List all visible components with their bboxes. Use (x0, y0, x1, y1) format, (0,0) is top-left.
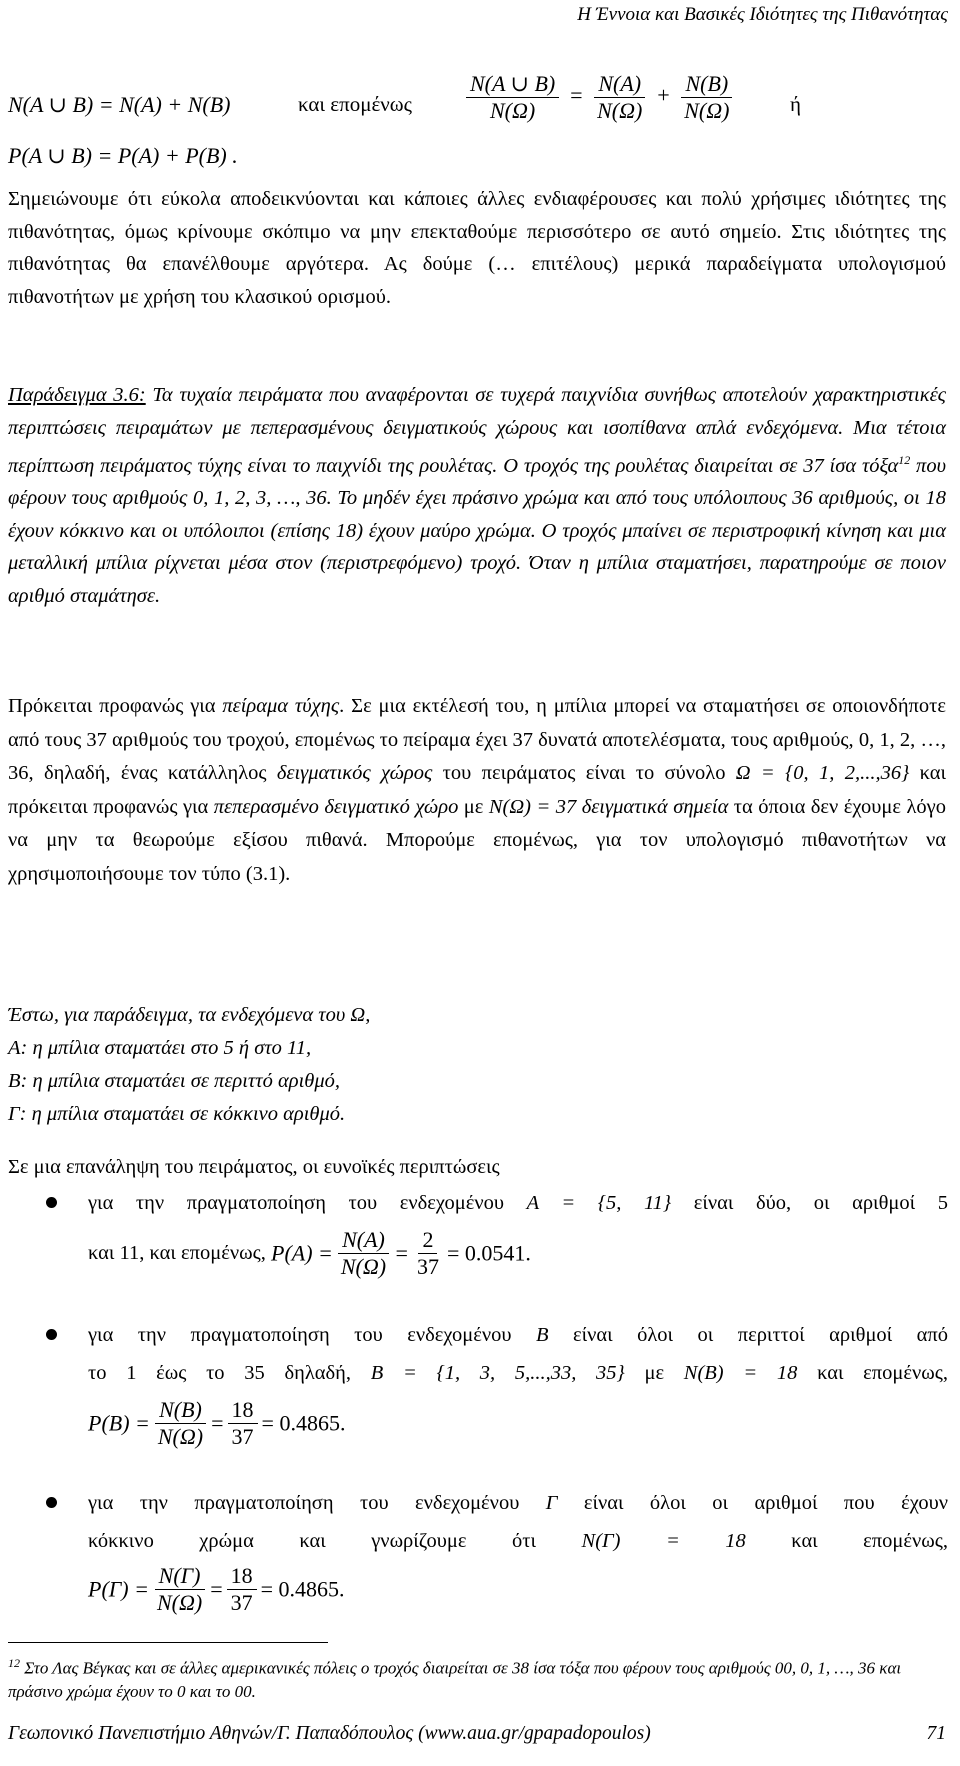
p3-f: τα όποια δεν έχουμε λόγο να μην τα θεωρούμε εξίσου πιθανά. Μπορούμε επομένως, για τον υπολογισμό πιθανοτήτων να χρησιμοποιήσουμε τον τύπο (3.1). (8, 795, 946, 885)
paragraph-properties: Σημειώνουμε ότι εύκολα αποδεικνύονται και κάποιες άλλες ενδιαφέρουσες και πολύ χρήσιμες ιδιότητες της πιθανότητας, όμως κρίνουμε σκόπιμο να μην επεκταθούμε περισσότερο σε αυτό σημείο. Στις ιδιότητες της πιθανότητας θα επανέλθουμε αργότερα. Ας δούμε (… επιτέλους) μερικά παραδείγματα υπολογισμού πιθανοτήτων με χρήση του κλασικού ορισμού. (8, 188, 946, 308)
p3-e: με (458, 795, 489, 818)
p-a-lhs: P(A) = (271, 1240, 333, 1266)
favourable-intro: Σε μια επανάληψη του πειράματος, οι ευνοϊκές περιπτώσεις (8, 1156, 500, 1178)
fraction-p-b: $\frac{N(B)}{N(\Omega)}$ (154, 1398, 207, 1449)
eq-fraction-block: $\frac{N(A \cup B)}{N(\Omega)}$ = $\frac{N(A)}{N(\Omega)}$ + $\frac{N(B)}{N(\Omega)}$ (462, 72, 737, 123)
p-b-lhs: P(B) = (88, 1410, 150, 1436)
bullet-1-line1 (88, 1186, 948, 1220)
event-b: Β: η μπίλια σταματάει σε περιττό αριθμό, (8, 1070, 341, 1092)
fraction-a: $\frac{N(A)}{N(\Omega)}$ (593, 72, 646, 123)
p-g-lhs: P(Γ) = (88, 1576, 149, 1602)
footnote-ref: 12 (898, 453, 911, 467)
term-sample-space: δειγματικός χώρος (276, 762, 433, 784)
fraction-p-a-value: $\frac{2}{37}$ (416, 1227, 439, 1280)
eq-connector: και επομένως (298, 92, 412, 116)
footnote-rule (8, 1642, 328, 1643)
paragraph-roulette (8, 690, 946, 891)
omega-set: Ω = {0, 1, 2,...,36} (735, 762, 910, 784)
bullet-3-line1 (88, 1486, 948, 1520)
set-b: B = {1, 3, 5,...,33, 35} (370, 1362, 625, 1384)
example-3-6 (8, 379, 946, 612)
eq-prob-union: P(A ∪ B) = P(A) + P(B) . (8, 143, 238, 168)
fraction-union: $\frac{N(A \cup B)}{N(\Omega)}$ (466, 72, 559, 123)
bullet-2-line1 (88, 1318, 948, 1352)
term-sample-points: δειγματικά σημεία (576, 795, 729, 818)
p-g-result: = 0.4865. (260, 1576, 345, 1602)
bullet-2-formula: P(B) = $\frac{N(B)}{N(\Omega)}$ = $\frac{18}{37}$ = 0.4865. (88, 1397, 346, 1450)
omega-count: N(Ω) = 37 (488, 795, 577, 818)
p3-a: Πρόκειται προφανώς για (8, 695, 223, 717)
footnote-number: 12 (8, 1656, 20, 1670)
fraction-p-b-value: $\frac{18}{37}$ (228, 1398, 258, 1449)
b3-d: και επομένως, (745, 1530, 948, 1552)
eq-count-union: N(A ∪ B) = N(A) + N(B) (8, 92, 231, 117)
fraction-p-g: $\frac{N(\Gamma)}{N(\Omega)}$ (153, 1564, 206, 1615)
page-footer (8, 1723, 946, 1745)
footnote-text: Στο Λας Βέγκας και σε άλλες αμερικανικές πόλεις ο τροχός διαιρείται σε 38 ίσα τόξα που φέρουν τους αριθμούς 00, 0, 1, …, 36 και πράσινο χρώμα έχουν το 0 και το 00. (8, 1658, 902, 1701)
p-a-result: = 0.0541. (446, 1240, 531, 1266)
bullet-dot (46, 1497, 57, 1508)
b2-d: με (624, 1362, 684, 1384)
footer-text: Γεωπονικό Πανεπιστήμιο Αθηνών/Γ. Παπαδόπουλος (www.aua.gr/gpapadopoulos) (8, 1723, 651, 1744)
page-number: 71 (926, 1723, 946, 1744)
b2-b: είναι όλοι οι περιττοί αριθμοί από (548, 1324, 949, 1346)
b1-b: είναι δύο, οι αριθμοί 5 (671, 1192, 948, 1214)
bullet-dot (46, 1197, 57, 1208)
count-g: N(Γ) = 18 (581, 1530, 746, 1552)
bullet-1-line2: και 11, και επομένως, P(A) = $\frac{N(A)}{N(\Omega)}$ = $\frac{2}{37}$ = 0.0541. (88, 1227, 531, 1280)
footnote (8, 1652, 948, 1703)
set-a: A = {5, 11} (526, 1192, 672, 1214)
fraction-b: $\frac{N(B)}{N(\Omega)}$ (680, 72, 733, 123)
bullet-2-line2 (88, 1356, 948, 1390)
b3-b: είναι όλοι οι αριθμοί που έχουν (557, 1492, 949, 1514)
fraction-p-a: $\frac{N(A)}{N(\Omega)}$ (337, 1228, 390, 1279)
bullet-dot (46, 1329, 57, 1340)
b2-e: και επομένως, (797, 1362, 948, 1384)
example-text-b: που φέρουν τους αριθμούς 0, 1, 2, 3, …, 36. Το μηδέν έχει πράσινο χρώμα και από τους υπόλοιπους 36 αριθμούς, οι 18 έχουν κόκκινο και οι υπόλοιποι (επίσης 18) έχουν μαύρο χρώμα. Ο τροχός μπαίνει σε περιστροφική κίνηση και μια μεταλλική μπίλια ρίχνεται μέσα στον (περιστρεφόμενο) τροχό. Όταν η μπίλια σταματήσει, παρατηρούμε σε ποιον αριθμό σταμάτησε. (8, 454, 946, 607)
b3-c: κόκκινο χρώμα και γνωρίζουμε ότι (88, 1530, 582, 1552)
b2-event: Β (536, 1324, 549, 1346)
p-b-result: = 0.4865. (261, 1410, 346, 1436)
p3-b: . Σε μια εκτέλεσή του, η μπίλια μπορεί να σταματήσει σε οποιονδήποτε από τους 37 αριθμούς του τροχού, επομένως το πείραμα έχει 37 δυνατά αποτελέσματα, τους αριθμούς, 0, 1, 2, …, 36, δηλαδή, ένας κατάλληλος (8, 695, 946, 784)
count-b: N(B) = 18 (683, 1362, 798, 1384)
b3-a: για την πραγματοποίηση του ενδεχομένου (88, 1492, 546, 1514)
fraction-p-g-value: $\frac{18}{37}$ (227, 1564, 257, 1615)
example-text-a: Τα τυχαία πειράματα που αναφέρονται σε τυχερά παιχνίδια συνήθως αποτελούν χαρακτηριστικές περιπτώσεις πειραμάτων με πεπερασμένους δειγματικούς χώρους και ισοπίθανα απλά ενδεχόμενα. Μια τέτοια περίπτωση πειράματος τύχης είναι το παιχνίδι της ρουλέτας. Ο τροχός της ρουλέτας διαιρείται σε 37 ίσα τόξα (8, 384, 946, 477)
p3-c: του πειράματος είναι το σύνολο (432, 762, 736, 784)
term-random-experiment: πείραμα τύχης (222, 695, 340, 717)
p3-d: και πρόκειται προφανώς για (8, 762, 947, 818)
event-g: Γ: η μπίλια σταματάει σε κόκκινο αριθμό. (8, 1103, 346, 1125)
eq-or: ή (790, 92, 801, 116)
b1-c: και 11, και επομένως, (88, 1242, 271, 1265)
bullet-3-line2 (88, 1524, 948, 1558)
event-a: Α: η μπίλια σταματάει στο 5 ή στο 11, (8, 1037, 312, 1059)
events-intro: Έστω, για παράδειγμα, τα ενδεχόμενα του Ω, (8, 1004, 371, 1026)
b2-c: το 1 έως το 35 δηλαδή, (88, 1362, 371, 1384)
b2-a: για την πραγματοποίηση του ενδεχομένου (88, 1324, 536, 1346)
bullet-3-formula: P(Γ) = $\frac{N(\Gamma)}{N(\Omega)}$ = $\frac{18}{37}$ = 0.4865. (88, 1563, 345, 1616)
example-label: Παράδειγμα 3.6: (8, 384, 146, 406)
b3-event: Γ (545, 1492, 558, 1514)
b1-a: για την πραγματοποίηση του ενδεχομένου (88, 1192, 527, 1214)
term-finite-space: πεπερασμένο δειγματικό χώρο (213, 795, 459, 818)
running-header: Η Έννοια και Βασικές Ιδιότητες της Πιθανότητας (577, 4, 948, 25)
